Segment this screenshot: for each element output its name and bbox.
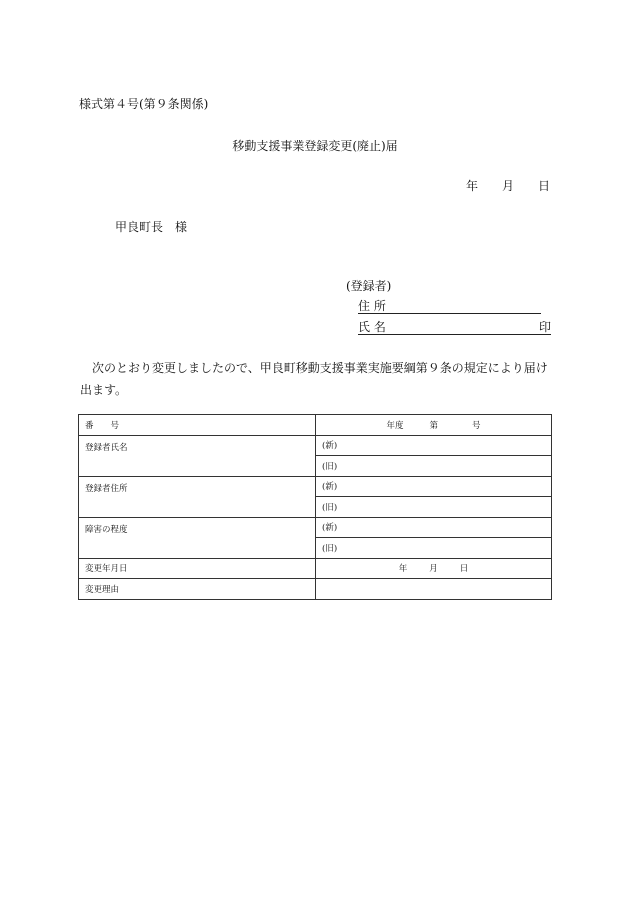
table-row [79, 476, 552, 497]
table-row [79, 517, 552, 538]
number-suffix: 号 [472, 420, 481, 431]
row-label-disability: 障害の程度 [79, 517, 316, 558]
change-date-month: 月 [429, 564, 438, 575]
change-date-day: 日 [459, 564, 469, 575]
row-label-name: 登録者氏名 [79, 435, 316, 476]
table-row [79, 579, 552, 600]
submission-date [466, 177, 550, 194]
number-label: 番 号 [79, 415, 316, 436]
change-reason-label: 変更理由 [79, 579, 316, 600]
change-date-value[interactable] [316, 558, 552, 579]
change-date-year: 年 [398, 564, 408, 575]
date-year-label: 年 [465, 179, 478, 193]
address-old-cell[interactable]: (旧) [316, 497, 552, 518]
registrant-name-label: 氏 名 [358, 320, 386, 334]
registrant-address-label: 住 所 [358, 299, 386, 313]
name-new-cell[interactable]: (新) [316, 435, 552, 456]
addressee: 甲良町長 様 [115, 220, 188, 234]
form-number: 様式第４号(第９条関係) [79, 97, 209, 111]
date-day-label: 日 [537, 179, 550, 193]
registrant-heading: (登録者) [346, 279, 392, 293]
body-text: 次のとおり変更しましたので、甲良町移動支援事業実施要綱第９条の規定により届け出ます。 [80, 361, 548, 397]
table-row [79, 558, 552, 579]
date-month-label: 月 [501, 179, 514, 193]
registrant-address-field[interactable] [358, 297, 541, 314]
seal-mark: 印 [538, 320, 551, 334]
number-year-label: 年度 [386, 420, 404, 431]
document-title: 移動支援事業登録変更(廃止)届 [232, 139, 398, 153]
change-date-label: 変更年月日 [79, 558, 316, 579]
change-reason-cell[interactable] [316, 579, 552, 600]
change-details-table [78, 414, 552, 600]
address-new-cell[interactable]: (新) [316, 476, 552, 497]
number-prefix: 第 [429, 420, 438, 431]
row-label-address: 登録者住所 [79, 476, 316, 517]
disability-new-cell[interactable]: (新) [316, 517, 552, 538]
disability-old-cell[interactable]: (旧) [316, 538, 552, 559]
table-row [79, 415, 552, 436]
number-value[interactable] [316, 415, 552, 436]
table-row [79, 435, 552, 456]
registrant-name-field[interactable] [358, 318, 551, 335]
name-old-cell[interactable]: (旧) [316, 456, 552, 477]
